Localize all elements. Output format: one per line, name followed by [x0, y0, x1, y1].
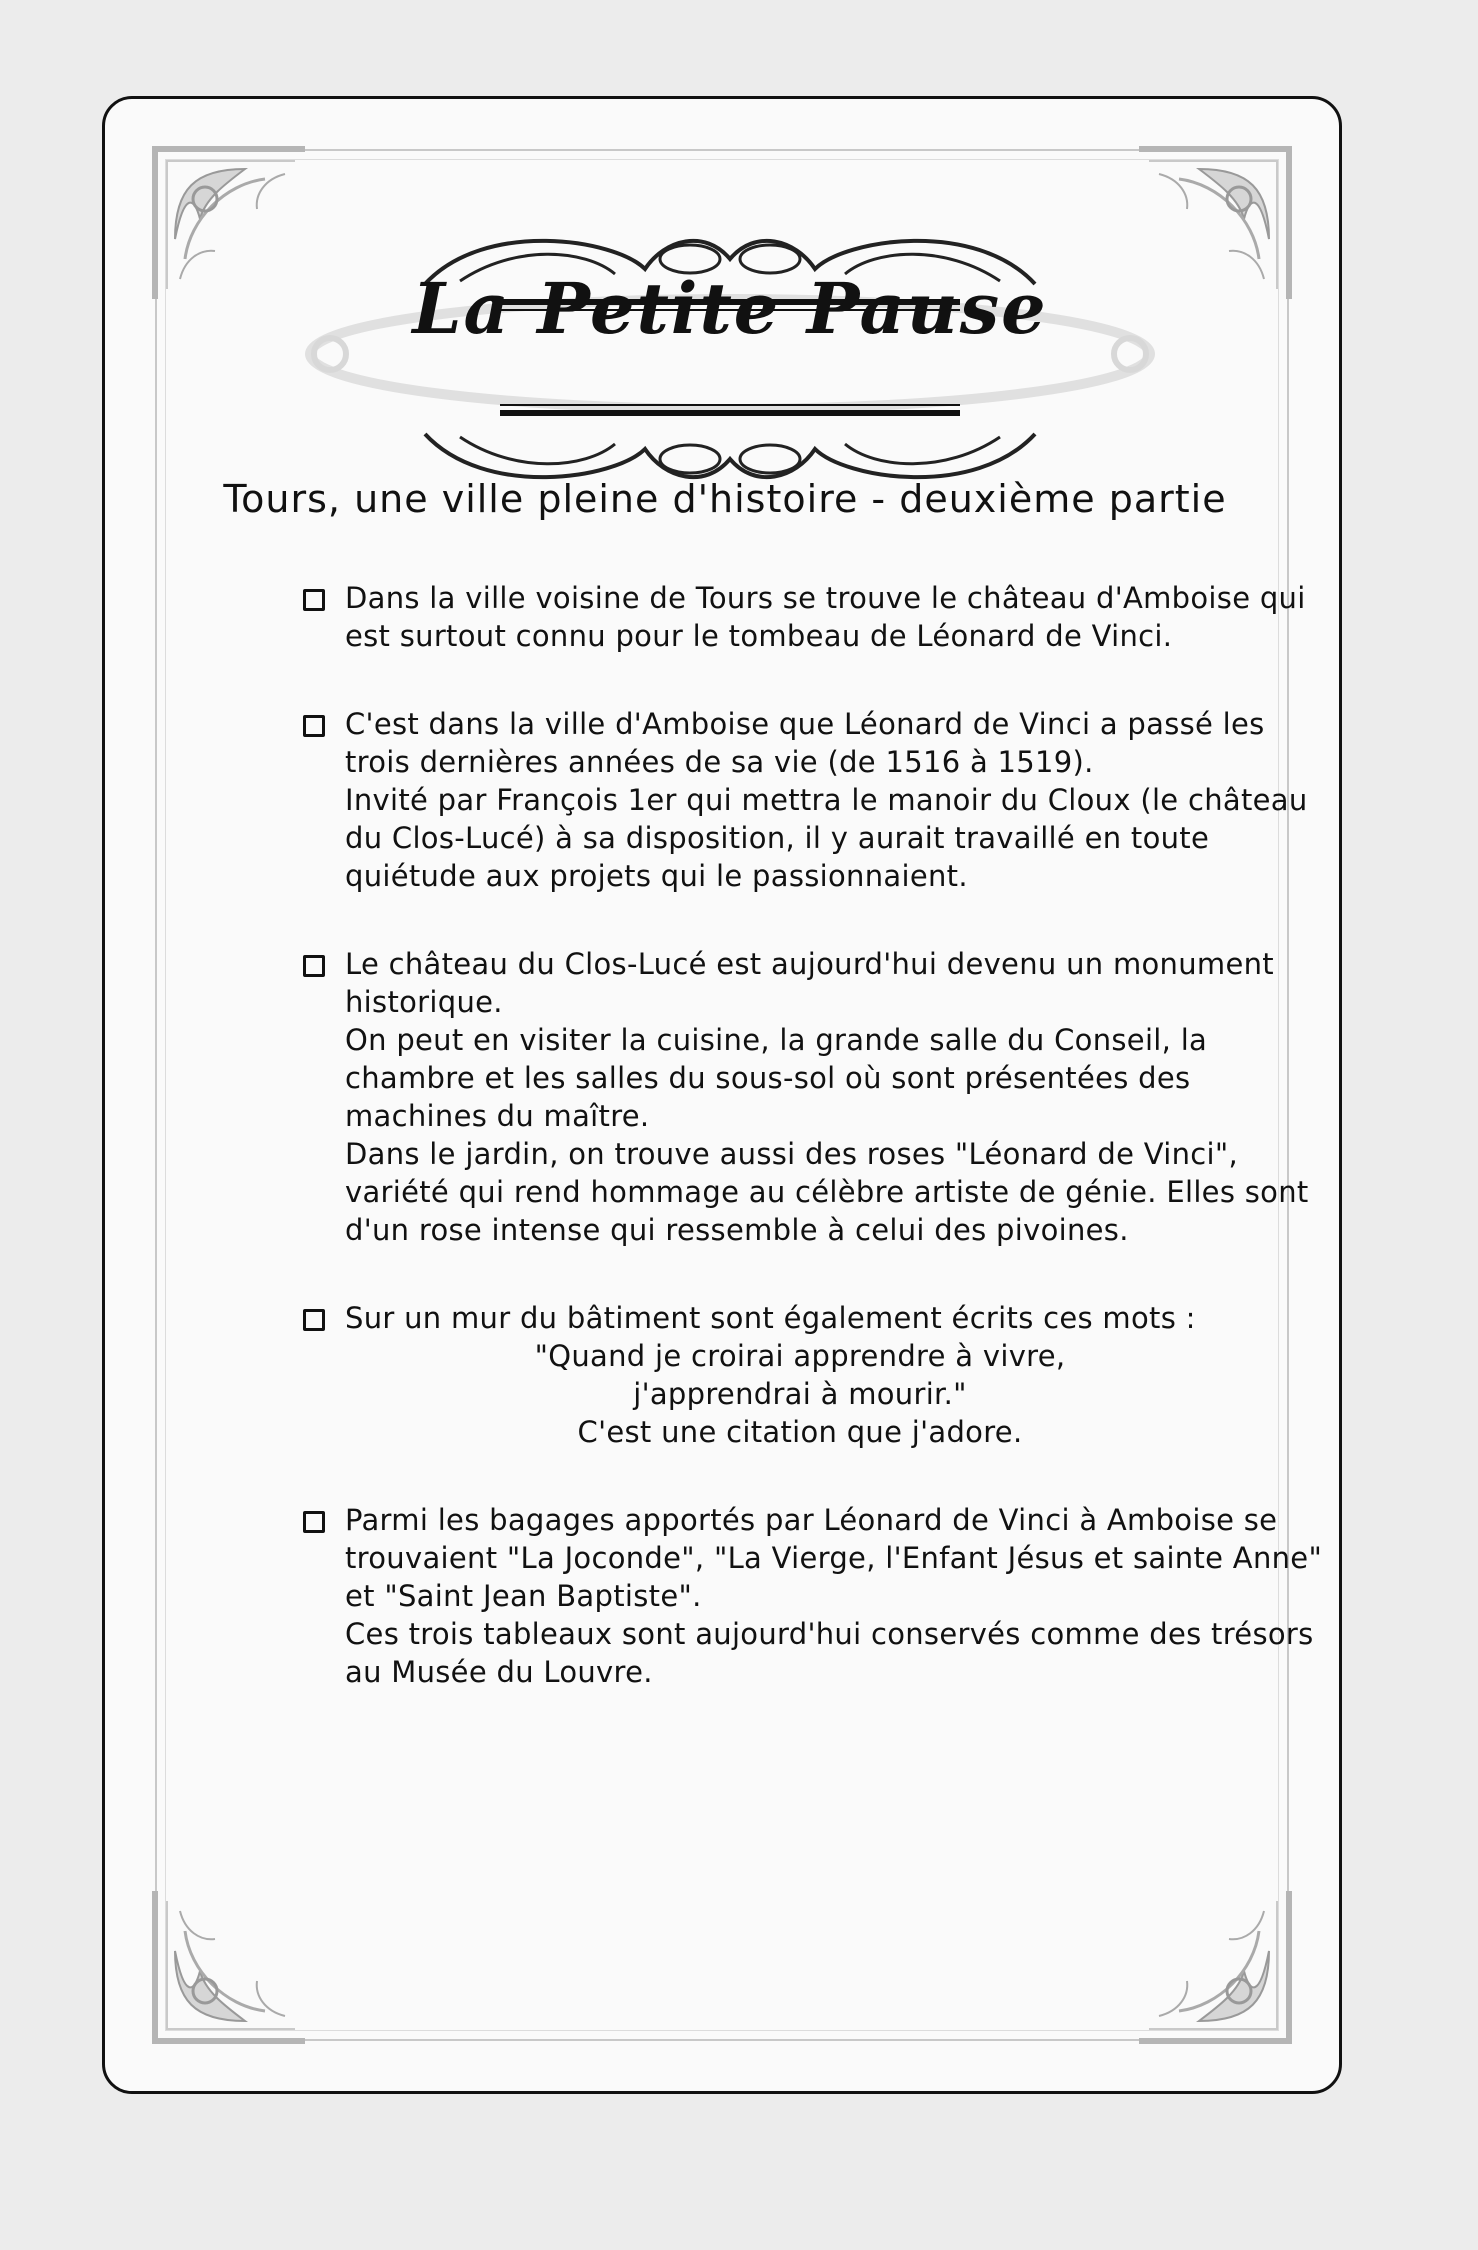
- item-text: Parmi les bagages apportés par Léonard de Vinci à Amboise se trouvaient "La Joconde", "La Vierge, l'Enfant Jésus et sainte Anne" et "Saint Jean Baptiste".: [345, 1503, 1323, 1613]
- page-card: [102, 96, 1342, 2094]
- bullet-box-icon: [303, 715, 325, 737]
- item-text: C'est dans la ville d'Amboise que Léonard de Vinci a passé les trois dernières années de sa vie (de 1516 à 1519).: [345, 707, 1265, 779]
- item-text: Dans le jardin, on trouve aussi des roses "Léonard de Vinci", variété qui rend hommage au célèbre artiste de génie. Elles sont d'un rose intense qui ressemble à celui des pivoines.: [345, 1137, 1309, 1247]
- item-text: Invité par François 1er qui mettra le manoir du Cloux (le château du Clos-Lucé) à sa disposition, il y aurait travaillé en toute quiétude aux projets qui le passionnaient.: [345, 783, 1308, 893]
- item-text: Le château du Clos-Lucé est aujourd'hui devenu un monument historique.: [345, 947, 1274, 1019]
- item-text: Ces trois tableaux sont aujourd'hui conservés comme des trésors au Musée du Louvre.: [345, 1617, 1314, 1689]
- bullet-box-icon: [303, 589, 325, 611]
- list-item: [195, 579, 1335, 655]
- quote-comment: C'est une citation que j'adore.: [577, 1415, 1023, 1449]
- bullet-box-icon: [303, 1309, 325, 1331]
- item-text: Sur un mur du bâtiment sont également écrits ces mots :: [345, 1301, 1196, 1335]
- item-text: On peut en visiter la cuisine, la grande salle du Conseil, la chambre et les salles du sous-sol où sont présentées des machines du maître.: [345, 1023, 1208, 1133]
- quote-line: j'apprendrai à mourir.": [633, 1377, 967, 1411]
- corner-ornament-icon: [1129, 1881, 1299, 2051]
- list-item: [195, 945, 1335, 1249]
- bullet-box-icon: [303, 1511, 325, 1533]
- list-item: [195, 1501, 1335, 1691]
- bullet-list: [195, 579, 1335, 1741]
- item-text: Dans la ville voisine de Tours se trouve le château d'Amboise qui est surtout connu pour le tombeau de Léonard de Vinci.: [345, 581, 1306, 653]
- list-item: [195, 1299, 1335, 1451]
- corner-ornament-icon: [145, 1881, 315, 2051]
- list-item: [195, 705, 1335, 895]
- page-title: La Petite Pause: [412, 267, 1048, 350]
- section-subtitle: Tours, une ville pleine d'histoire - deuxième partie: [223, 477, 1227, 521]
- quote-line: "Quand je croirai apprendre à vivre,: [534, 1339, 1066, 1373]
- bullet-box-icon: [303, 955, 325, 977]
- title-ornament-icon: [285, 199, 1175, 519]
